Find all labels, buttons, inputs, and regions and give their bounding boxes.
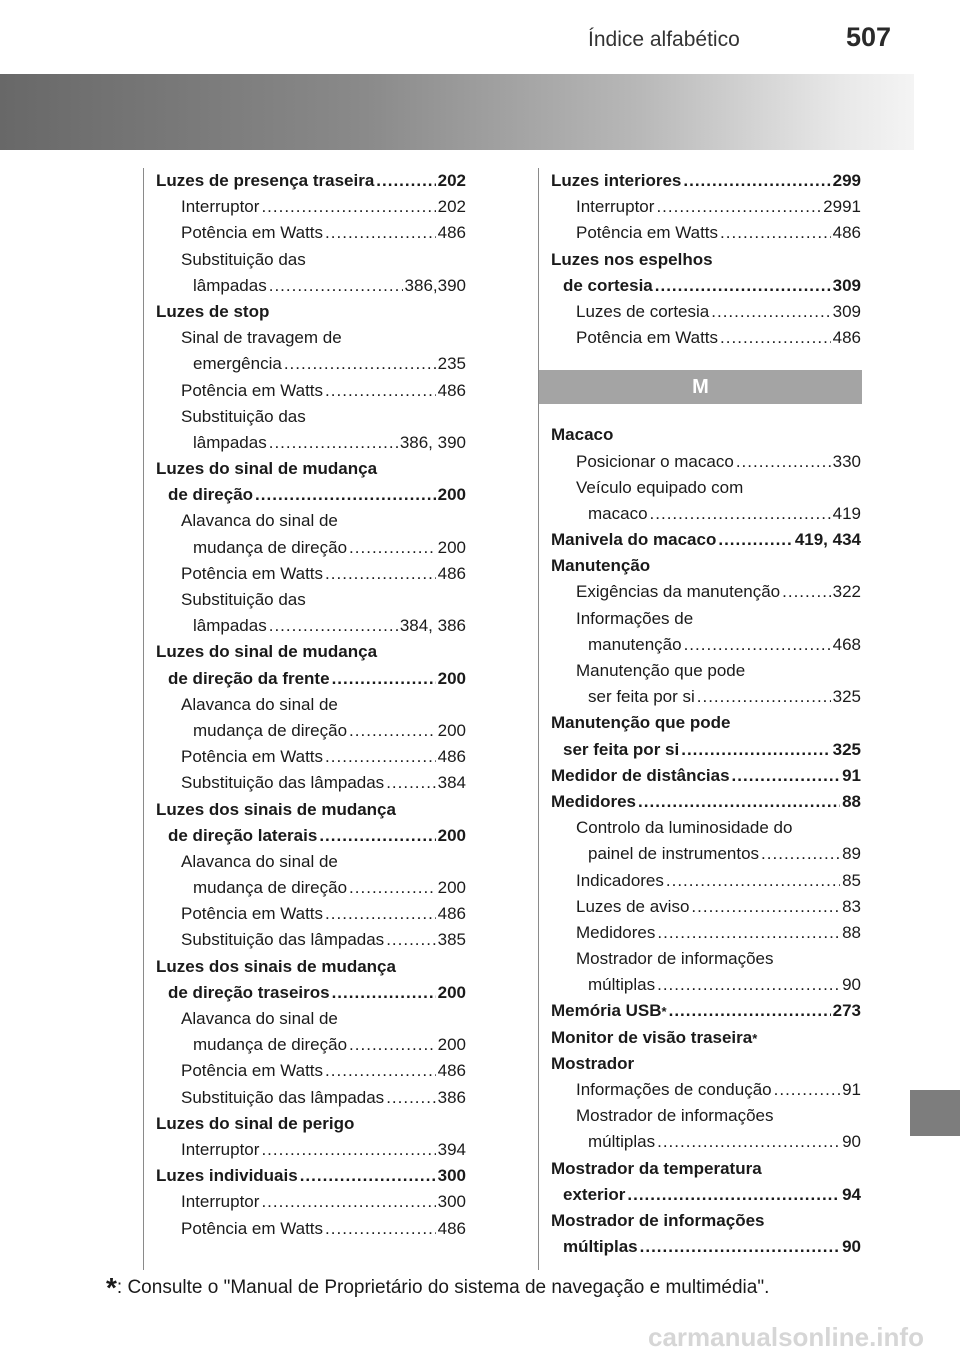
index-column-right — [538, 168, 861, 1270]
index-entry-page: 486 — [437, 1061, 466, 1081]
index-entry-term: de cortesia — [563, 275, 653, 295]
index-entry-term: lâmpadas — [193, 616, 267, 636]
index-entry-page: 486 — [437, 904, 466, 924]
index-entry-page: 94 — [842, 1184, 861, 1204]
dot-leader — [325, 901, 436, 927]
dot-leader — [669, 998, 831, 1024]
index-entry-page: 394 — [437, 1139, 466, 1159]
dot-leader — [782, 579, 830, 605]
index-entry — [156, 823, 466, 849]
index-entry — [156, 561, 466, 587]
index-entry-term: manutenção — [588, 634, 682, 654]
header-gradient-bar — [0, 74, 914, 150]
dot-leader — [325, 1058, 436, 1084]
index-entry-term: Substituição das lâmpadas — [181, 930, 385, 950]
index-entry-term: Potência em Watts — [576, 328, 719, 348]
index-entry-page: 486 — [437, 563, 466, 583]
index-entry-term: Memória USB — [551, 1001, 662, 1021]
index-entry — [551, 422, 861, 448]
index-entry — [156, 508, 466, 534]
watermark: carmanualsonline.info — [648, 1322, 924, 1352]
dot-leader — [386, 1085, 435, 1111]
index-entry — [551, 1156, 861, 1182]
index-entry-page: 200 — [437, 668, 466, 688]
index-entry — [156, 273, 466, 299]
index-entry — [156, 875, 466, 901]
index-entry — [156, 587, 466, 613]
index-entry-page: 200 — [437, 1035, 466, 1055]
index-entry-page: 2991 — [823, 197, 861, 217]
index-entry-term: de direção — [168, 485, 254, 505]
index-entry-term: Substituição das — [181, 249, 306, 269]
index-entry-page: 300 — [437, 1166, 466, 1186]
index-entry — [551, 1077, 861, 1103]
index-entry — [551, 299, 861, 325]
index-entry-term: emergência — [193, 354, 282, 374]
index-entry-page: 91 — [842, 1080, 861, 1099]
index-entry-page: 235 — [437, 354, 466, 374]
index-entry: Memória USB * ..... 273 — [551, 998, 861, 1024]
dot-leader — [657, 972, 840, 998]
index-entry — [551, 194, 861, 220]
dot-leader — [736, 449, 831, 475]
index-entry-term: Luzes interiores — [551, 171, 682, 190]
page-number: 507 — [846, 22, 892, 52]
index-entry — [156, 404, 466, 430]
dot-leader — [325, 744, 436, 770]
dot-leader — [349, 1032, 436, 1058]
index-entry-term: Potência em Watts — [576, 223, 719, 243]
index-entry-page: 309 — [832, 275, 861, 295]
index-entry — [551, 501, 861, 527]
index-entry — [156, 194, 466, 220]
dot-leader — [332, 980, 436, 1006]
index-entry — [156, 325, 466, 351]
index-entry — [551, 789, 861, 815]
index-entry-page: 200 — [437, 878, 466, 898]
index-entry — [156, 954, 466, 980]
index-list-right-bottom — [551, 422, 861, 1260]
section-title: Índice alfabético — [588, 28, 740, 51]
dot-leader — [325, 561, 436, 587]
dot-leader — [657, 920, 840, 946]
index-entry-term: Potência em Watts — [181, 223, 324, 243]
index-entry-term: Potência em Watts — [181, 1061, 324, 1081]
page-header — [0, 0, 960, 64]
index-entry — [551, 168, 861, 194]
index-entry — [551, 1129, 861, 1155]
dot-leader — [269, 613, 398, 639]
index-entry — [156, 770, 466, 796]
index-entry-term: Potência em Watts — [181, 1218, 324, 1238]
index-entry — [551, 658, 861, 684]
index-entry — [156, 901, 466, 927]
index-entry-term: Macaco — [551, 425, 614, 445]
index-column-left — [143, 168, 466, 1270]
index-entry-page: 90 — [842, 975, 861, 995]
index-entry — [156, 849, 466, 875]
index-entry-term: Luzes do sinal de perigo — [156, 1113, 355, 1133]
dot-leader — [638, 789, 840, 815]
index-entry-page: 384, 386 — [399, 616, 466, 636]
index-entry — [156, 1189, 466, 1215]
index-entry-page: 91 — [842, 765, 861, 785]
dot-leader — [711, 299, 830, 325]
index-entry — [156, 351, 466, 377]
index-entry-page: 322 — [832, 582, 861, 602]
index-entry — [551, 710, 861, 736]
chapter-tab — [910, 1090, 960, 1136]
index-entry-term: Informações de — [576, 608, 694, 628]
dot-leader — [300, 1163, 436, 1189]
index-entry-term: Manutenção — [551, 556, 651, 576]
index-entry-term: Manutenção que pode — [576, 661, 746, 680]
index-entry-page: 85 — [842, 870, 861, 890]
index-entry-page: 89 — [842, 844, 861, 864]
index-entry — [156, 1216, 466, 1242]
index-entry — [551, 606, 861, 632]
index-entry-term: Veículo equipado com — [576, 477, 744, 497]
index-entry-term: Interruptor — [181, 197, 260, 217]
index-entry-term: Monitor de visão traseira — [551, 1027, 753, 1047]
index-entry-page: 88 — [842, 922, 861, 942]
dot-leader — [627, 1182, 840, 1208]
index-entry — [551, 220, 861, 246]
dot-leader — [269, 273, 403, 299]
index-entry-page: 384 — [437, 773, 466, 793]
dot-leader — [261, 194, 435, 220]
index-entry-term: mudança de direção — [193, 537, 348, 557]
index-entry-page: 419 — [832, 503, 861, 523]
dot-leader — [681, 737, 830, 763]
index-entry — [551, 527, 861, 553]
index-entry: Monitor de visão traseira * — [551, 1025, 861, 1051]
index-entry — [156, 718, 466, 744]
index-entry-term: lâmpadas — [193, 275, 267, 295]
index-entry-page: 90 — [842, 1237, 861, 1257]
index-entry-term: Controlo da luminosidade do — [576, 818, 793, 838]
index-entry — [156, 744, 466, 770]
index-entry — [551, 972, 861, 998]
index-entry-page: 486 — [437, 747, 466, 767]
index-entry-term: Mostrador de informações — [576, 1106, 774, 1126]
index-entry — [156, 1006, 466, 1032]
dot-leader — [656, 194, 821, 220]
index-entry-page: 386 — [437, 1087, 466, 1107]
index-entry-term: lâmpadas — [193, 432, 267, 452]
dot-leader — [284, 351, 436, 377]
index-entry — [551, 579, 861, 605]
index-entry-page: 325 — [832, 687, 861, 707]
index-entry-term: Substituição das lâmpadas — [181, 773, 385, 793]
index-entry — [551, 1208, 861, 1234]
index-entry-term: Mostrador da temperatura — [551, 1158, 762, 1178]
index-entry — [551, 632, 861, 658]
index-entry — [156, 1137, 466, 1163]
index-entry-term: de direção laterais — [168, 825, 318, 845]
index-entry-term: Mostrador de informações — [576, 949, 774, 969]
letter-section-band — [539, 370, 862, 404]
index-entry-page: 386,390 — [404, 275, 466, 295]
letter-section-label: M — [692, 375, 709, 398]
index-entry-term: macaco — [588, 503, 648, 523]
dot-leader — [650, 501, 831, 527]
dot-leader — [386, 770, 435, 796]
index-entry-page: 325 — [832, 739, 861, 759]
index-entry — [551, 1182, 861, 1208]
dot-leader — [332, 666, 436, 692]
index-entry — [156, 980, 466, 1006]
index-entry-page: 202 — [437, 197, 466, 217]
dot-leader — [683, 168, 830, 194]
index-entry-page: 419, 434 — [794, 530, 861, 550]
index-entry — [551, 1051, 861, 1077]
index-entry-term: múltiplas — [588, 1132, 656, 1152]
index-entry — [551, 325, 861, 351]
index-entry — [551, 247, 861, 273]
index-entry-term: Luzes do sinal de mudança — [156, 642, 378, 662]
index-entry-page: 486 — [832, 223, 861, 243]
dot-leader — [640, 1234, 840, 1260]
dot-leader — [657, 1129, 840, 1155]
index-entry-page: 202 — [437, 171, 466, 190]
index-entry-term: Potência em Watts — [181, 380, 324, 400]
index-entry-term: Interruptor — [181, 1192, 260, 1212]
index-entry — [156, 692, 466, 718]
dot-leader — [269, 430, 398, 456]
index-entry-term: Luzes de stop — [156, 301, 270, 321]
index-entry — [156, 378, 466, 404]
index-entry-page: 90 — [842, 1132, 861, 1152]
dot-leader — [255, 482, 436, 508]
index-entry-term: Informações de condução — [576, 1080, 772, 1099]
index-entry-term: Medidores — [576, 922, 656, 942]
index-entry-term: mudança de direção — [193, 1035, 348, 1055]
index-entry-term: Manivela do macaco — [551, 530, 717, 550]
index-entry — [551, 684, 861, 710]
index-entry — [156, 1163, 466, 1189]
index-entry — [551, 1234, 861, 1260]
index-entry — [551, 273, 861, 299]
index-entry-page: 200 — [437, 982, 466, 1002]
index-entry-page: 486 — [832, 328, 861, 348]
index-entry — [156, 1032, 466, 1058]
dot-leader — [325, 220, 436, 246]
footnote — [106, 1268, 770, 1303]
index-list-right — [551, 168, 861, 1260]
index-entry-term: múltiplas — [563, 1237, 638, 1257]
index-entry-page: 273 — [832, 1001, 861, 1021]
index-entry-term: Mostrador de informações — [551, 1210, 765, 1230]
index-entry-page: 486 — [437, 1218, 466, 1238]
dot-leader — [319, 823, 435, 849]
dot-leader — [718, 527, 792, 553]
index-entry — [156, 666, 466, 692]
index-entry — [156, 1058, 466, 1084]
dot-leader — [376, 168, 435, 194]
index-entry-page: 309 — [832, 301, 861, 321]
index-entry-page: 468 — [832, 634, 861, 654]
index-entry-term: Alavanca do sinal de — [181, 1009, 338, 1028]
index-entry-term: Potência em Watts — [181, 563, 324, 583]
index-entry-term: Interruptor — [576, 197, 655, 217]
index-entry — [156, 220, 466, 246]
index-entry-page: 88 — [842, 791, 861, 811]
index-entry-term: mudança de direção — [193, 878, 348, 898]
dot-leader — [697, 684, 831, 710]
dot-leader — [386, 927, 435, 953]
index-entry-page: 200 — [437, 720, 466, 740]
index-entry-term: mudança de direção — [193, 720, 348, 740]
index-entry — [551, 737, 861, 763]
index-entry-term: Medidor de distâncias — [551, 765, 730, 785]
index-entry-term: Luzes de aviso — [576, 896, 690, 916]
dot-leader — [761, 841, 840, 867]
index-entry-term: Luzes individuais — [156, 1166, 298, 1186]
index-entry-term: Luzes de presença traseira — [156, 171, 375, 190]
index-entry-term: Luzes dos sinais de mudança — [156, 799, 396, 819]
dot-leader — [774, 1077, 840, 1103]
dot-leader — [691, 894, 840, 920]
index-entry-term: Luzes nos espelhos — [551, 249, 713, 269]
index-entry — [156, 927, 466, 953]
index-list-right-top — [551, 168, 861, 351]
dot-leader — [720, 220, 831, 246]
index-entry-page: 200 — [437, 485, 466, 505]
index-entry-term: Luzes do sinal de mudança — [156, 459, 378, 479]
dot-leader — [349, 535, 436, 561]
index-entry — [551, 920, 861, 946]
dot-leader — [720, 325, 831, 351]
index-entry — [551, 868, 861, 894]
dot-leader — [655, 273, 831, 299]
index-entry-term: Alavanca do sinal de — [181, 694, 338, 714]
index-entry-term: ser feita por si — [563, 739, 680, 759]
index-entry-term: Posicionar o macaco — [576, 451, 734, 471]
index-entry-term: Manutenção que pode — [551, 713, 731, 733]
index-entry-term: Substituição das — [181, 590, 306, 609]
dot-leader — [666, 868, 840, 894]
index-entry-term: Medidores — [551, 791, 637, 811]
dot-leader — [684, 632, 831, 658]
index-entry-term: de direção da frente — [168, 668, 330, 688]
index-entry — [551, 841, 861, 867]
index-entry-term: Potência em Watts — [181, 747, 324, 767]
index-entry — [156, 247, 466, 273]
index-entry — [156, 299, 466, 325]
index-entry-page: 385 — [437, 930, 466, 950]
index-entry — [156, 456, 466, 482]
index-entry — [551, 475, 861, 501]
index-entry — [551, 1103, 861, 1129]
dot-leader — [349, 875, 436, 901]
index-entry — [156, 797, 466, 823]
index-entry — [156, 1085, 466, 1111]
dot-leader — [261, 1137, 435, 1163]
index-entry-term: Exigências da manutenção — [576, 582, 781, 602]
index-entry — [551, 449, 861, 475]
index-entry-term: ser feita por si — [588, 687, 695, 707]
index-entry — [156, 613, 466, 639]
dot-leader — [732, 763, 841, 789]
dot-leader — [261, 1189, 435, 1215]
index-entry-page: 330 — [832, 451, 861, 471]
index-entry — [551, 553, 861, 579]
index-entry-term: Mostrador — [551, 1053, 635, 1073]
dot-leader — [325, 378, 436, 404]
index-entry — [156, 639, 466, 665]
index-entry — [156, 1111, 466, 1137]
index-entry-term: Indicadores — [576, 870, 664, 890]
index-entry-term: painel de instrumentos — [588, 844, 760, 864]
index-entry — [551, 894, 861, 920]
index-entry-term: Substituição das lâmpadas — [181, 1087, 385, 1107]
index-entry-page: 200 — [437, 537, 466, 557]
index-entry-term: Sinal de travagem de — [181, 328, 342, 348]
index-entry — [156, 535, 466, 561]
index-entry — [156, 168, 466, 194]
index-entry-page: 300 — [437, 1192, 466, 1212]
index-entry-term: múltiplas — [588, 975, 656, 995]
index-list-left — [156, 168, 466, 1242]
footnote-text: : Consulte o "Manual de Proprietário do sistema de navegação e multimédia". — [116, 1277, 770, 1298]
index-entry — [551, 763, 861, 789]
index-entry-page: 486 — [437, 380, 466, 400]
index-entry-page: 200 — [437, 825, 466, 845]
index-entry-term: Alavanca do sinal de — [181, 511, 338, 531]
index-entry-term: Substituição das — [181, 406, 306, 426]
index-entry-term: Alavanca do sinal de — [181, 851, 338, 871]
index-entry-page: 486 — [437, 223, 466, 243]
index-entry-term: de direção traseiros — [168, 982, 330, 1002]
index-entry-page: 83 — [842, 896, 861, 916]
index-entry-term: exterior — [563, 1184, 626, 1204]
index-entry-term: Interruptor — [181, 1139, 260, 1159]
index-entry-term: Luzes dos sinais de mudança — [156, 956, 396, 976]
index-entry-page: 299 — [832, 171, 861, 190]
dot-leader — [349, 718, 436, 744]
index-entry-page: 386, 390 — [399, 432, 466, 452]
index-entry — [156, 430, 466, 456]
index-entry-term: Potência em Watts — [181, 904, 324, 924]
index-entry — [551, 815, 861, 841]
footnote-marker: * — [106, 1272, 117, 1303]
dot-leader — [325, 1216, 436, 1242]
index-entry — [156, 482, 466, 508]
index-entry — [551, 946, 861, 972]
index-entry-term: Luzes de cortesia — [576, 301, 710, 321]
